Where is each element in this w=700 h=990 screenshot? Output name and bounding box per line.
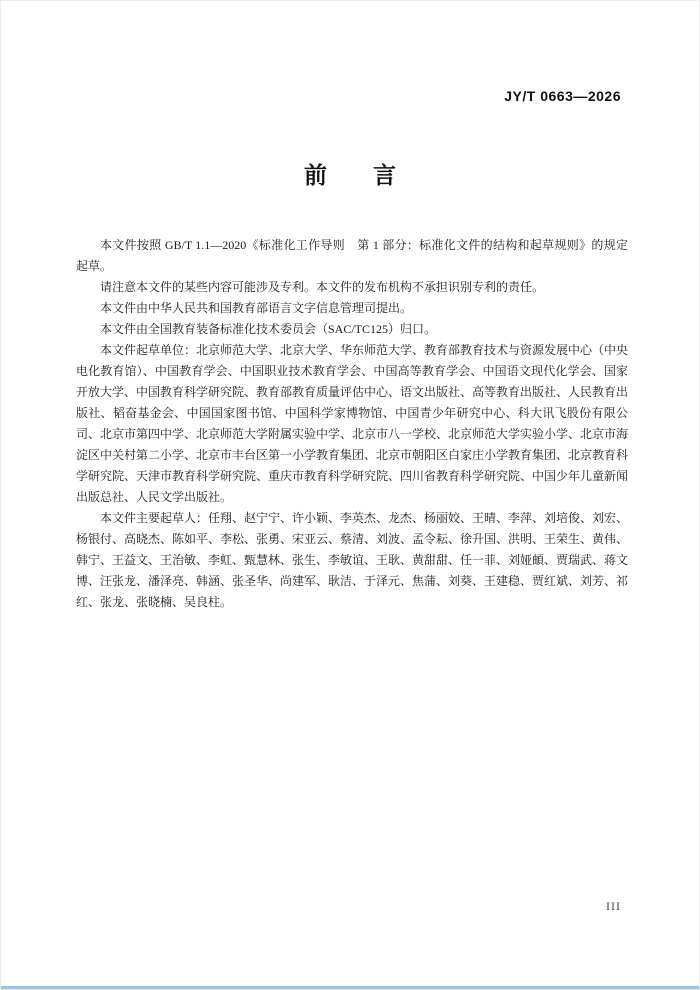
foreword-paragraph-proposed-by: 本文件由中华人民共和国教育部语言文字信息管理司提出。 — [100, 301, 413, 315]
foreword-paragraph-drafting-organizations: 本文件起草单位：北京师范大学、北京大学、华东师范大学、教育部教育技术与资源发展中心（中央电化教育馆）、中国教育学会、中国职业技术教育学会、中国高等教育学会、中国语文现代化学会、国家开放大学、中国教育科学研究院、教育部教育质量评估中心、语文出版社、高等教育出版社、人民教育出版社、韬奋基金会、中国国家图书馆、中国科学家博物馆、中国青少年研究中心、科大讯飞股份有限公司、北京市第四中学、北京师范大学附属实验中学、北京市八一学校、北京师范大学实验小学、北京市海淀区中关村第二小学、北京市丰台区第一小学教育集团、北京市朝阳区白家庄小学教育集团、北京教育科学研究院、天津市教育科学研究院、重庆市教育科学研究院、四川省教育科学研究院、中国少年儿童新闻出版总社、人民文学出版社。 — [76, 343, 629, 504]
page-bottom-edge — [1, 986, 699, 989]
foreword-paragraph-patent-notice: 请注意本文件的某些内容可能涉及专利。本文件的发布机构不承担识别专利的责任。 — [100, 280, 545, 294]
page-number: III — [606, 899, 621, 913]
page-title: 前 言 — [304, 162, 396, 188]
foreword-paragraph-drafting-rules: 本文件按照 GB/T 1.1—2020《标准化工作导则 第 1 部分：标准化文件的结构和起草规则》的规定起草。 — [76, 238, 628, 273]
foreword-paragraph-committee: 本文件由全国教育装备标准化技术委员会（SAC/TC125）归口。 — [100, 322, 437, 336]
standard-code: JY/T 0663—2026 — [504, 88, 621, 104]
foreword-paragraph-main-drafters: 本文件主要起草人：任翔、赵宁宁、许小颖、李英杰、龙杰、杨丽姣、王晴、李萍、刘培俊、刘宏、杨银付、高晓杰、陈如平、李松、张勇、宋亚云、蔡清、刘波、孟令耘、徐升国、洪明、王荣生、黄伟、韩宁、王益文、王治敏、李虹、甄慧林、张生、李敏谊、王耿、黄甜甜、任一菲、刘娅頔、贾瑞武、蒋文博、汪张龙、潘泽亮、韩涵、张圣华、尚建军、耿洁、于泽元、焦蒲、刘葵、王建稳、贾红斌、刘芳、祁红、张龙、张晓楠、吴良柱。 — [76, 511, 629, 609]
foreword-body — [76, 235, 628, 613]
